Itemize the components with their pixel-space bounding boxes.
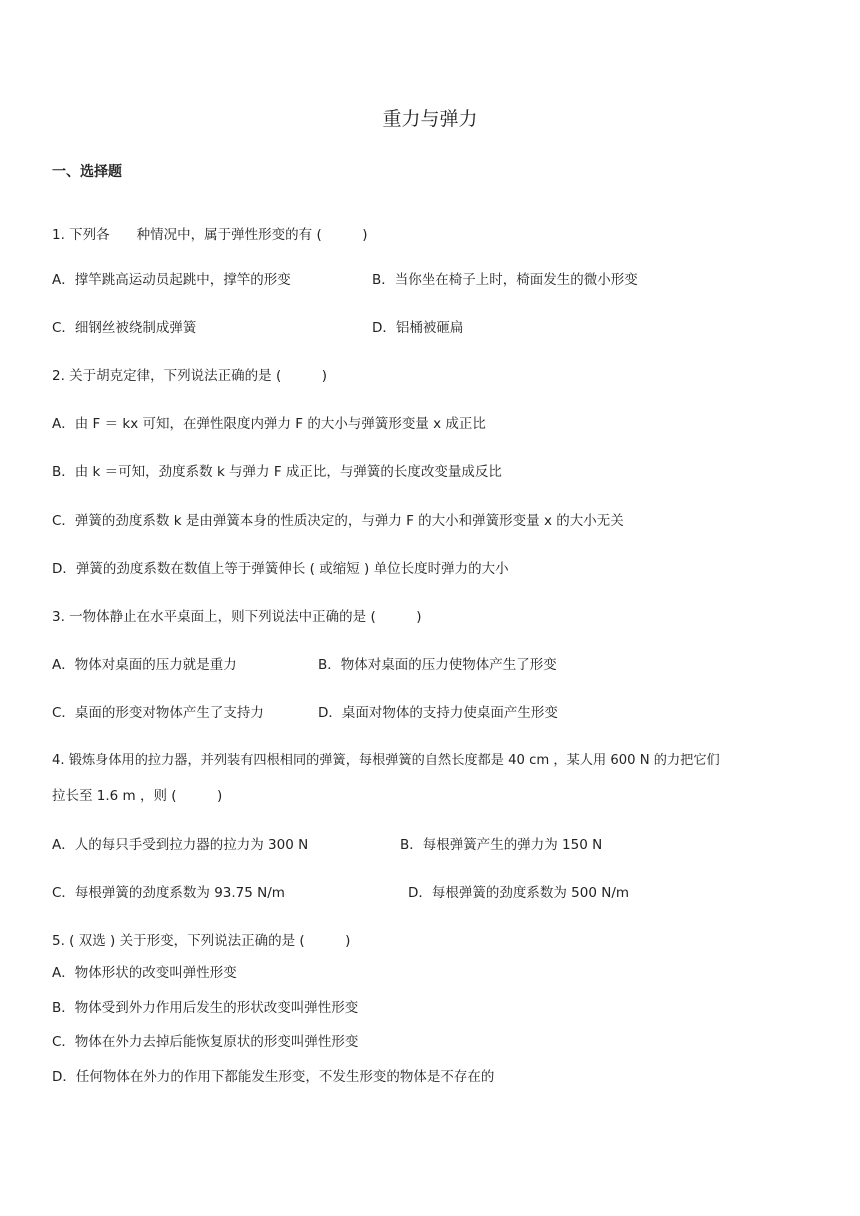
question-4-option-a: A．人的每只手受到拉力器的拉力为 300 N xyxy=(52,837,309,853)
question-3-option-a: A．物体对桌面的压力就是重力 xyxy=(52,657,237,673)
question-3-option-d: D．桌面对物体的支持力使桌面产生形变 xyxy=(318,705,558,721)
question-3-option-c: C．桌面的形变对物体产生了支持力 xyxy=(52,705,264,721)
question-5-option-b: B．物体受到外力作用后发生的形状改变叫弹性形变 xyxy=(52,1000,359,1016)
question-5-option-d: D．任何物体在外力的作用下都能发生形变，不发生形变的物体是不存在的 xyxy=(52,1069,495,1085)
question-4-stem-line1: 4. 锻炼身体用的拉力器，并列装有四根相同的弹簧，每根弹簧的自然长度都是 40 cm ，某人用 600 N 的力把它们 xyxy=(52,753,720,768)
page-title: 重力与弹力 xyxy=(382,108,478,130)
question-2-option-a: A．由 F ＝ kx 可知，在弹性限度内弹力 F 的大小与弹簧形变量 x 成正比 xyxy=(52,416,486,432)
question-4-option-b: B．每根弹簧产生的弹力为 150 N xyxy=(400,837,603,853)
question-3-option-b: B．物体对桌面的压力使物体产生了形变 xyxy=(318,657,557,673)
question-4-option-c: C．每根弹簧的劲度系数为 93.75 N/m xyxy=(52,885,285,901)
question-1-option-d: D．铝桶被砸扁 xyxy=(372,320,464,336)
question-1-option-a: A．撑竿跳高运动员起跳中，撑竿的形变 xyxy=(52,272,291,288)
question-3-stem: 3. 一物体静止在水平桌面上，则下列说法中正确的是 ( ) xyxy=(52,609,422,625)
question-1-stem: 1. 下列各 种情况中，属于弹性形变的有 ( ) xyxy=(52,227,368,243)
question-2-option-d: D．弹簧的劲度系数在数值上等于弹簧伸长 ( 或缩短 ) 单位长度时弹力的大小 xyxy=(52,561,509,577)
question-2-option-c: C．弹簧的劲度系数 k 是由弹簧本身的性质决定的，与弹力 F 的大小和弹簧形变量 x 的大小无关 xyxy=(52,513,624,529)
question-4-option-d: D．每根弹簧的劲度系数为 500 N/m xyxy=(408,885,630,901)
question-5-option-a: A．物体形状的改变叫弹性形变 xyxy=(52,965,237,981)
question-2-option-b: B．由 k ＝可知，劲度系数 k 与弹力 F 成正比，与弹簧的长度改变量成反比 xyxy=(52,464,502,480)
question-2-stem: 2. 关于胡克定律，下列说法正确的是 ( ) xyxy=(52,368,327,384)
question-1-option-c: C．细钢丝被绕制成弹簧 xyxy=(52,320,197,336)
question-5-option-c: C．物体在外力去掉后能恢复原状的形变叫弹性形变 xyxy=(52,1034,359,1050)
question-1-option-b: B．当你坐在椅子上时，椅面发生的微小形变 xyxy=(372,272,638,288)
question-4-stem-line2: 拉长至 1.6 m ，则 ( ) xyxy=(52,788,223,804)
section-heading: 一、选择题 xyxy=(52,164,122,180)
question-5-stem: 5. ( 双选 ) 关于形变，下列说法正确的是 ( ) xyxy=(52,933,351,949)
